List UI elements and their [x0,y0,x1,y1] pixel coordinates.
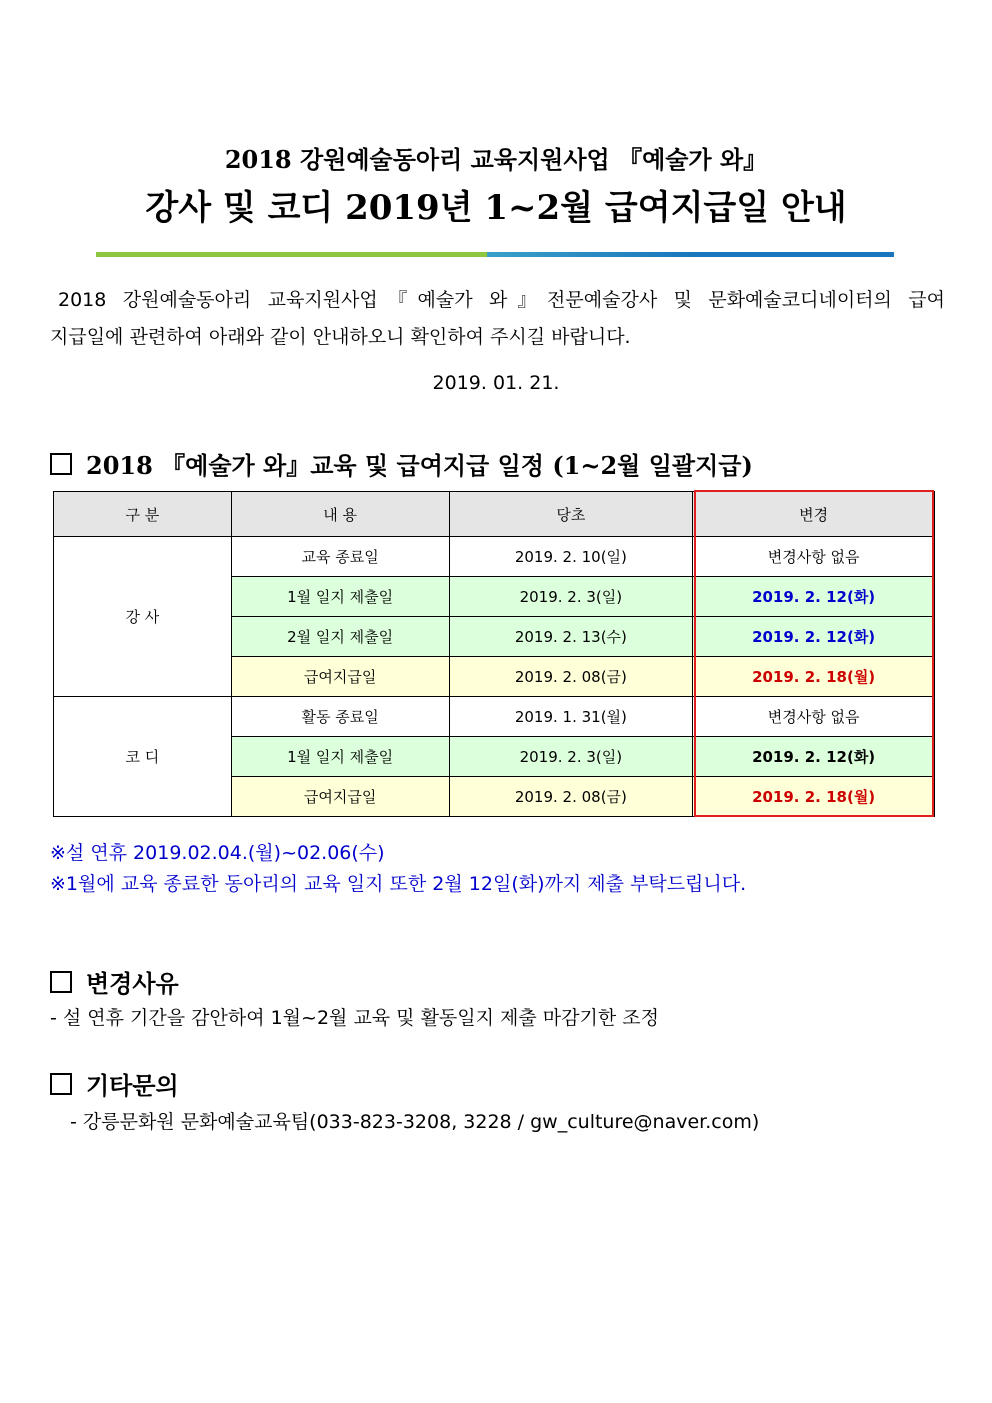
row-item: 급여지급일 [231,777,449,817]
group-label-coordinator: 코 디 [54,697,232,817]
row-original: 2019. 2. 3(일) [449,577,693,617]
intro-line-1: 2018 강원예술동아리 교육지원사업『예술가 와』전문예술강사 및 문화예술코디네이터의 급여 [58,289,945,311]
document-date: 2019. 01. 21. [432,372,560,394]
row-changed: 2019. 2. 18(월) [693,777,935,817]
row-original: 2019. 2. 08(금) [449,777,693,817]
row-original: 2019. 2. 13(수) [449,617,693,657]
title-divider [96,252,894,257]
contact-text: - 강릉문화원 문화예술교육팀(033-823-3208, 3228 / gw_culture@naver.com) [70,1111,760,1133]
reason-text: - 설 연휴 기간을 감안하여 1월~2월 교육 및 활동일지 제출 마감기한 조정 [50,1007,659,1029]
subtitle: 2018 강원예술동아리 교육지원사업 『예술가 와』 [224,145,768,174]
row-item: 2월 일지 제출일 [231,617,449,657]
row-changed: 2019. 2. 12(화) [693,617,935,657]
section-schedule-label: 2018 『예술가 와』교육 및 급여지급 일정 (1~2월 일괄지급) [86,451,753,480]
schedule-table [53,491,935,817]
header-changed: 변경 [693,492,935,537]
note-holiday: ※설 연휴 2019.02.04.(월)~02.06(수) [50,842,385,864]
note-submission: ※1월에 교육 종료한 동아리의 교육 일지 또한 2월 12일(화)까지 제출 부탁드립니다. [50,873,747,895]
section-schedule-heading [50,446,753,481]
section-reason-heading [50,964,179,999]
row-item: 1월 일지 제출일 [231,737,449,777]
checkbox-square-icon [50,971,72,993]
table-row [54,537,935,577]
row-original: 2019. 2. 10(일) [449,537,693,577]
table-header-row [54,492,935,537]
row-original: 2019. 1. 31(월) [449,697,693,737]
section-reason-label: 변경사유 [86,969,179,998]
page-title: 강사 및 코디 2019년 1~2월 급여지급일 안내 [145,188,847,228]
checkbox-square-icon [50,453,72,475]
row-changed: 변경사항 없음 [693,697,935,737]
row-item: 급여지급일 [231,657,449,697]
header-original: 당초 [449,492,693,537]
row-original: 2019. 2. 08(금) [449,657,693,697]
group-label-instructor: 강 사 [54,537,232,697]
section-contact-heading [50,1066,179,1101]
section-contact-label: 기타문의 [86,1071,179,1100]
row-item: 활동 종료일 [231,697,449,737]
row-item: 1월 일지 제출일 [231,577,449,617]
header-category: 구 분 [54,492,232,537]
checkbox-square-icon [50,1073,72,1095]
row-original: 2019. 2. 3(일) [449,737,693,777]
intro-line-2: 지급일에 관련하여 아래와 같이 안내하오니 확인하여 주시길 바랍니다. [50,326,631,348]
row-item: 교육 종료일 [231,537,449,577]
row-changed: 2019. 2. 12(화) [693,577,935,617]
row-changed: 변경사항 없음 [693,537,935,577]
table-row [54,697,935,737]
header-content: 내 용 [231,492,449,537]
row-changed: 2019. 2. 18(월) [693,657,935,697]
intro-paragraph [50,282,945,356]
row-changed: 2019. 2. 12(화) [693,737,935,777]
